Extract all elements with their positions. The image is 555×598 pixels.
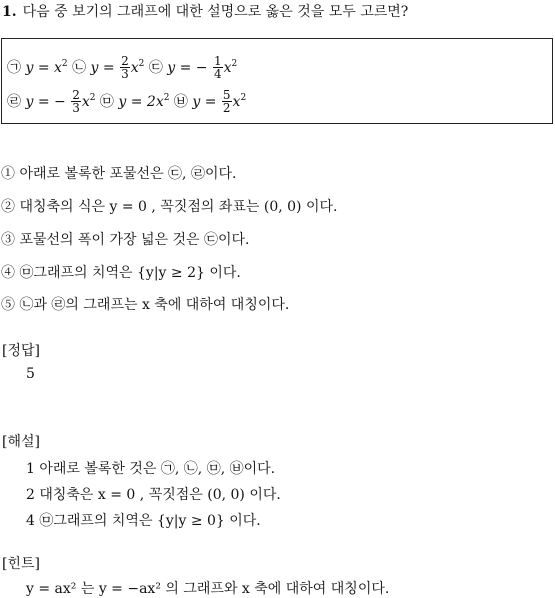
choice-6-fraction: $\frac{5}{2}$ — [222, 88, 231, 115]
choice-6: ㉥ y = $\frac{5}{2}$ $x^2$ — [173, 88, 247, 115]
explanation-heading: [해설] — [2, 434, 40, 450]
choice-2-mark: ㉡ — [72, 59, 87, 76]
choice-5: ㉤ $y = 2x^2$ — [99, 92, 170, 110]
hint-heading: [힌트] — [2, 556, 40, 572]
question-number: 1. — [2, 4, 17, 20]
choice-3-fraction: $\frac{1}{4}$ — [214, 54, 222, 81]
choice-2-fraction: $\frac{2}{3}$ — [121, 54, 129, 81]
choice-4-fraction: $\frac{2}{3}$ — [72, 88, 80, 115]
answer-value: 5 — [26, 366, 35, 382]
choice-6-mark: ㉥ — [173, 93, 188, 110]
explanation-line-1: 1 아래로 볼록한 것은 ㉠, ㉡, ㉤, ㉥이다. — [26, 461, 276, 477]
option-1[interactable]: ① 아래로 볼록한 포물선은 ㉢, ㉣이다. — [1, 166, 237, 182]
explanation-line-3: 4 ㉤그래프의 치역은 {y|y ≥ 0} 이다. — [26, 513, 261, 529]
choice-3-mark: ㉢ — [148, 59, 163, 76]
answer-heading: [정답] — [2, 343, 40, 359]
hint-line: y = ax² 는 y = −ax² 의 그래프와 x 축에 대하여 대칭이다. — [26, 581, 390, 597]
question-text: 다음 중 보기의 그래프에 대한 설명으로 옳은 것을 모두 고르면? — [22, 4, 409, 20]
option-5[interactable]: ⑤ ㉡과 ㉣의 그래프는 x 축에 대하여 대칭이다. — [1, 297, 290, 313]
option-4[interactable]: ④ ㉤그래프의 치역은 {y|y ≥ 2} 이다. — [1, 265, 241, 281]
choice-1: ㉠ $y = x^2$ — [7, 58, 68, 76]
choice-1-mark: ㉠ — [7, 59, 21, 76]
choice-5-mark: ㉤ — [99, 93, 114, 110]
box-row-1 — [7, 55, 237, 80]
option-2[interactable]: ② 대칭축의 식은 y = 0 , 꼭짓점의 좌표는 (0, 0) 이다. — [1, 199, 338, 215]
choices-box — [1, 38, 553, 124]
box-row-2 — [7, 89, 246, 114]
choice-4-mark: ㉣ — [7, 93, 21, 110]
choice-2: ㉡ y = $\frac{2}{3}$ $x^2$ — [72, 54, 145, 81]
choice-3: ㉢ y = − $\frac{1}{4}$ $x^2$ — [148, 54, 238, 81]
option-3[interactable]: ③ 포물선의 폭이 가장 넓은 것은 ㉢이다. — [1, 232, 250, 248]
choice-4: ㉣ y = − $\frac{2}{3}$ $x^2$ — [7, 88, 96, 115]
explanation-line-2: 2 대칭축은 x = 0 , 꼭짓점은 (0, 0) 이다. — [26, 487, 281, 503]
question-title — [2, 1, 408, 21]
